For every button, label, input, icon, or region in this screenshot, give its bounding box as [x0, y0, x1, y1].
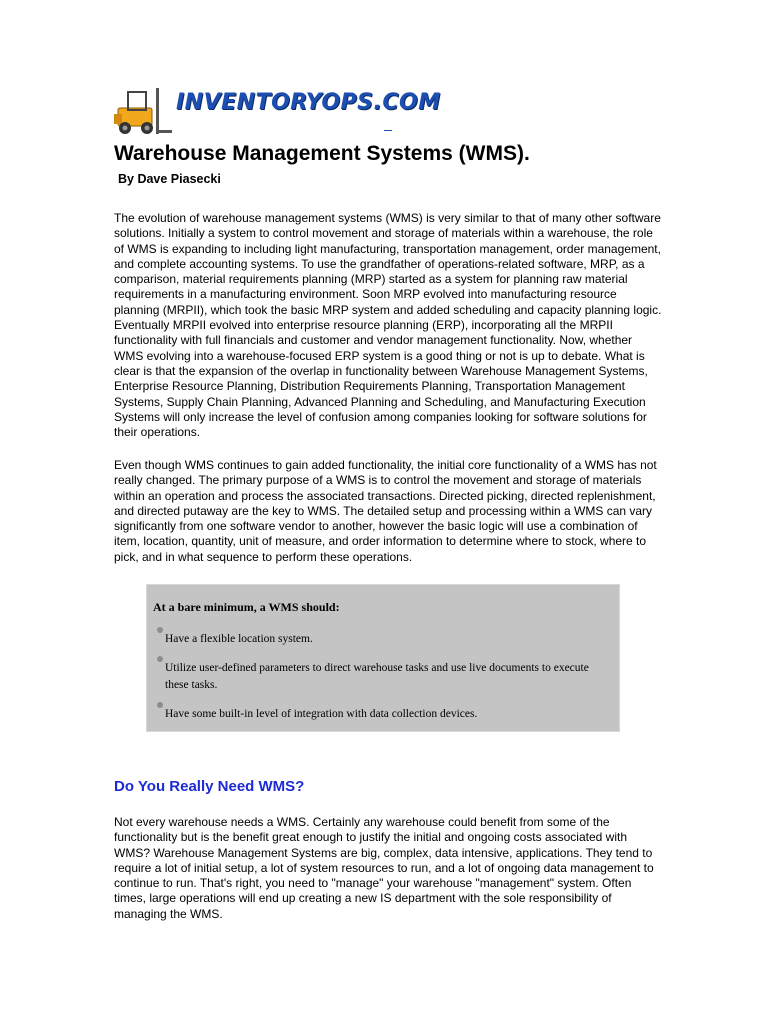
- list-item-text: Have a flexible location system.: [165, 633, 313, 645]
- paragraph-intro: The evolution of warehouse management systems (WMS) is very similar to that of many other software solutions. Initially a system to control movement and storage of materials within a warehouse, the role of WMS is expanding to including light manufacturing, transportation management, order management, and complete accounting systems. To use the grandfather of operations-related software, MRP, as a comparison, material requirements planning (MRP) started as a system for planning raw material requirements in a manufacturing environment. Soon MRP evolved into manufacturing resource planning (MRPII), which took the basic MRP system and added scheduling and capacity planning logic. Eventually MRPII evolved into enterprise resource planning (ERP), incorporating all the MRPII functionality with full financials and customer and vendor management functionality. Now, whether WMS evolving into a warehouse-focused ERP system is a good thing or not is up to debate. What is clear is that the expansion of the overlap in functionality between Warehouse Management Systems, Enterprise Resource Planning, Distribution Requirements Planning, Transportation Management Systems, Supply Chain Planning, Advanced Planning and Scheduling, and Manufacturing Execution Systems will only increase the level of confusion among companies looking for software solutions for their operations.: [114, 211, 662, 440]
- requirements-callout: [146, 584, 620, 732]
- callout-heading: At a bare minimum, a WMS should:: [153, 600, 340, 614]
- list-item: [157, 627, 597, 648]
- list-item: [157, 702, 597, 723]
- section-heading: Do You Really Need WMS?: [114, 778, 305, 795]
- logo-underline: [384, 130, 392, 131]
- site-logo[interactable]: [112, 86, 441, 138]
- forklift-icon: [112, 86, 174, 138]
- paragraph-need-wms: Not every warehouse needs a WMS. Certainly any warehouse could benefit from some of the functionality but is the benefit great enough to justify the initial and ongoing costs associated with WMS? Warehouse Management Systems are big, complex, data intensive, applications. They tend to require a lot of initial setup, a lot of system resources to run, and a lot of ongoing data management to continue to run. That's right, you need to "manage" your warehouse "management" system. Often times, large operations will end up creating a new IS department with the sole responsibility of managing the WMS.: [114, 815, 654, 921]
- bullet-icon: [157, 627, 163, 633]
- paragraph-core-functionality: Even though WMS continues to gain added functionality, the initial core functionality of a WMS has not really changed. The primary purpose of a WMS is to control the movement and storage of materials within an operation and process the associated transactions. Directed picking, directed replenishment, and directed putaway are the key to WMS. The detailed setup and processing within a WMS can vary significantly from one software vendor to another, however the basic logic will use a combination of item, location, quantity, unit of measure, and order information to determine where to stock, where to pick, and in what sequence to perform these operations.: [114, 458, 657, 564]
- bullet-icon: [157, 702, 163, 708]
- page-title: Warehouse Management Systems (WMS).: [114, 142, 530, 165]
- bullet-icon: [157, 656, 163, 662]
- byline: By Dave Piasecki: [118, 172, 221, 186]
- list-item-text: Have some built-in level of integration with data collection devices.: [165, 708, 478, 720]
- logo-text: INVENTORYOPS.COM: [176, 90, 441, 115]
- list-item: [157, 656, 597, 694]
- list-item-text: Utilize user-defined parameters to direct warehouse tasks and use live documents to execute these tasks.: [165, 662, 589, 691]
